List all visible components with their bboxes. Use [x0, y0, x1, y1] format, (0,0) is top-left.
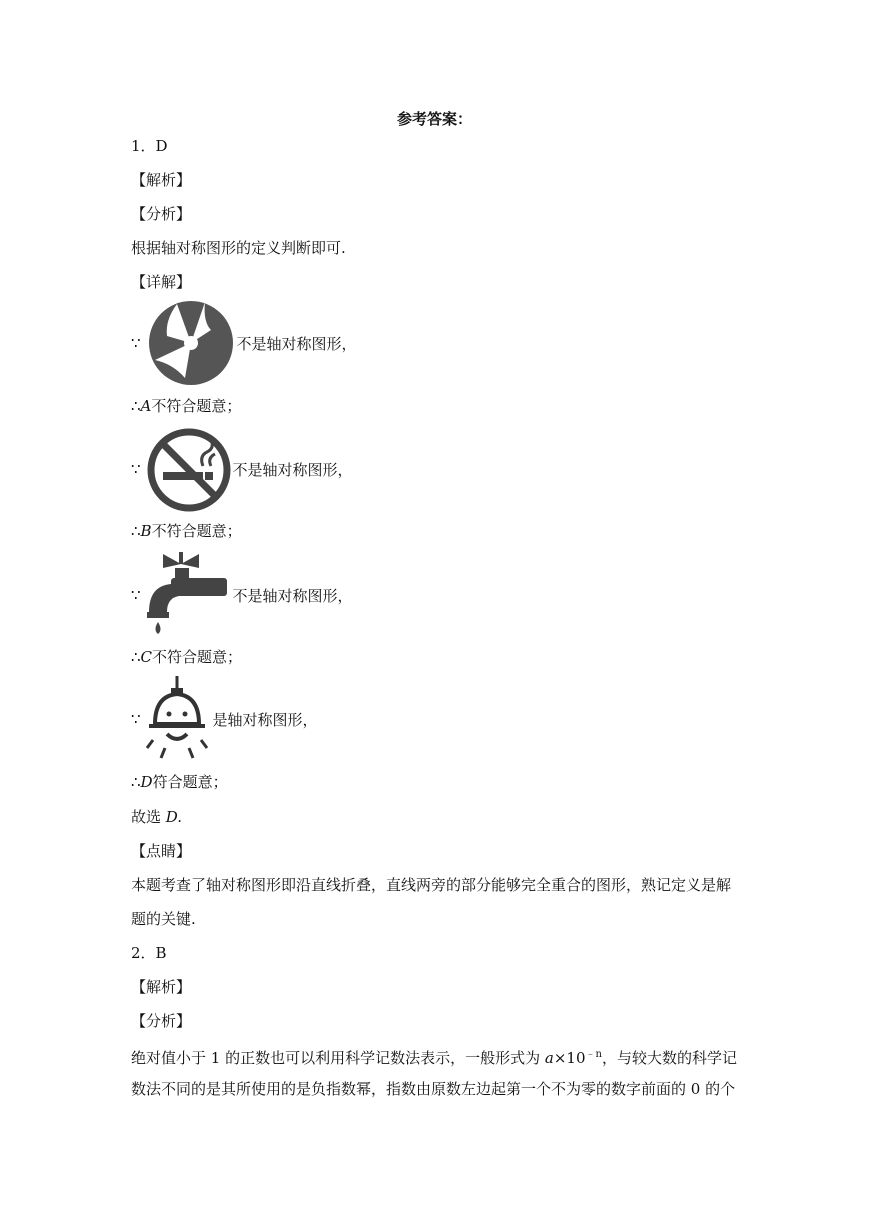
q2-text-1: 绝对值小于 1 的正数也可以利用科学记数法表示，一般形式为 $a\times 10^{﹣n}$，与较大数的科学记 — [131, 1049, 737, 1067]
q1-item-a-conclusion: ∴A不符合题意； — [131, 397, 242, 415]
faucet-icon — [145, 550, 233, 640]
q2-text-2: 数法不同的是其所使用的是负指数幂，指数由原数左边起第一个不为零的数字前面的 0 的个 — [131, 1080, 736, 1098]
q1-dianjing-heading: 【点睛】 — [131, 842, 192, 860]
page-title: 参考答案： — [396, 110, 472, 128]
q1-item-d-row — [131, 674, 318, 764]
q1-item-d-conclusion: ∴D符合题意； — [131, 773, 228, 791]
because-symbol: ∵ — [131, 334, 141, 352]
because-symbol: ∵ — [131, 586, 141, 604]
q1-item-c-conclusion: ∴C不符合题意； — [131, 648, 243, 666]
q2-answer: 2．B — [131, 944, 167, 962]
q1-jiexi-heading: 【解析】 — [131, 171, 192, 189]
no-smoking-icon — [145, 426, 233, 512]
q1-xiangjie-heading: 【详解】 — [131, 273, 192, 291]
q1-dianjing-text-2: 题的关键. — [131, 910, 196, 928]
q1-item-d-statement: 是轴对称图形， — [212, 710, 318, 729]
q1-fenxi-heading: 【分析】 — [131, 205, 192, 223]
because-symbol: ∵ — [131, 460, 141, 478]
q2-jiexi-heading: 【解析】 — [131, 978, 192, 996]
q1-item-b-conclusion: ∴B不符合题意； — [131, 522, 242, 540]
q1-fenxi-text: 根据轴对称图形的定义判断即可. — [131, 239, 346, 257]
q1-item-a-row — [131, 300, 357, 386]
q1-dianjing-text-1: 本题考查了轴对称图形即沿直线折叠，直线两旁的部分能够完全重合的图形，熟记定义是解 — [131, 876, 732, 894]
q1-item-c-row — [131, 550, 353, 640]
q1-answer: 1．D — [131, 137, 168, 155]
lamp-icon — [145, 674, 209, 764]
q1-item-c-statement: 不是轴对称图形， — [232, 586, 353, 605]
q2-fenxi-heading: 【分析】 — [131, 1012, 192, 1030]
q1-item-a-statement: 不是轴对称图形， — [236, 334, 357, 353]
q1-choose: 故选 D. — [131, 808, 183, 826]
recycle-icon — [145, 300, 237, 386]
q1-item-b-statement: 不是轴对称图形， — [232, 460, 353, 479]
q1-item-b-row — [131, 426, 353, 512]
because-symbol: ∵ — [131, 710, 141, 728]
